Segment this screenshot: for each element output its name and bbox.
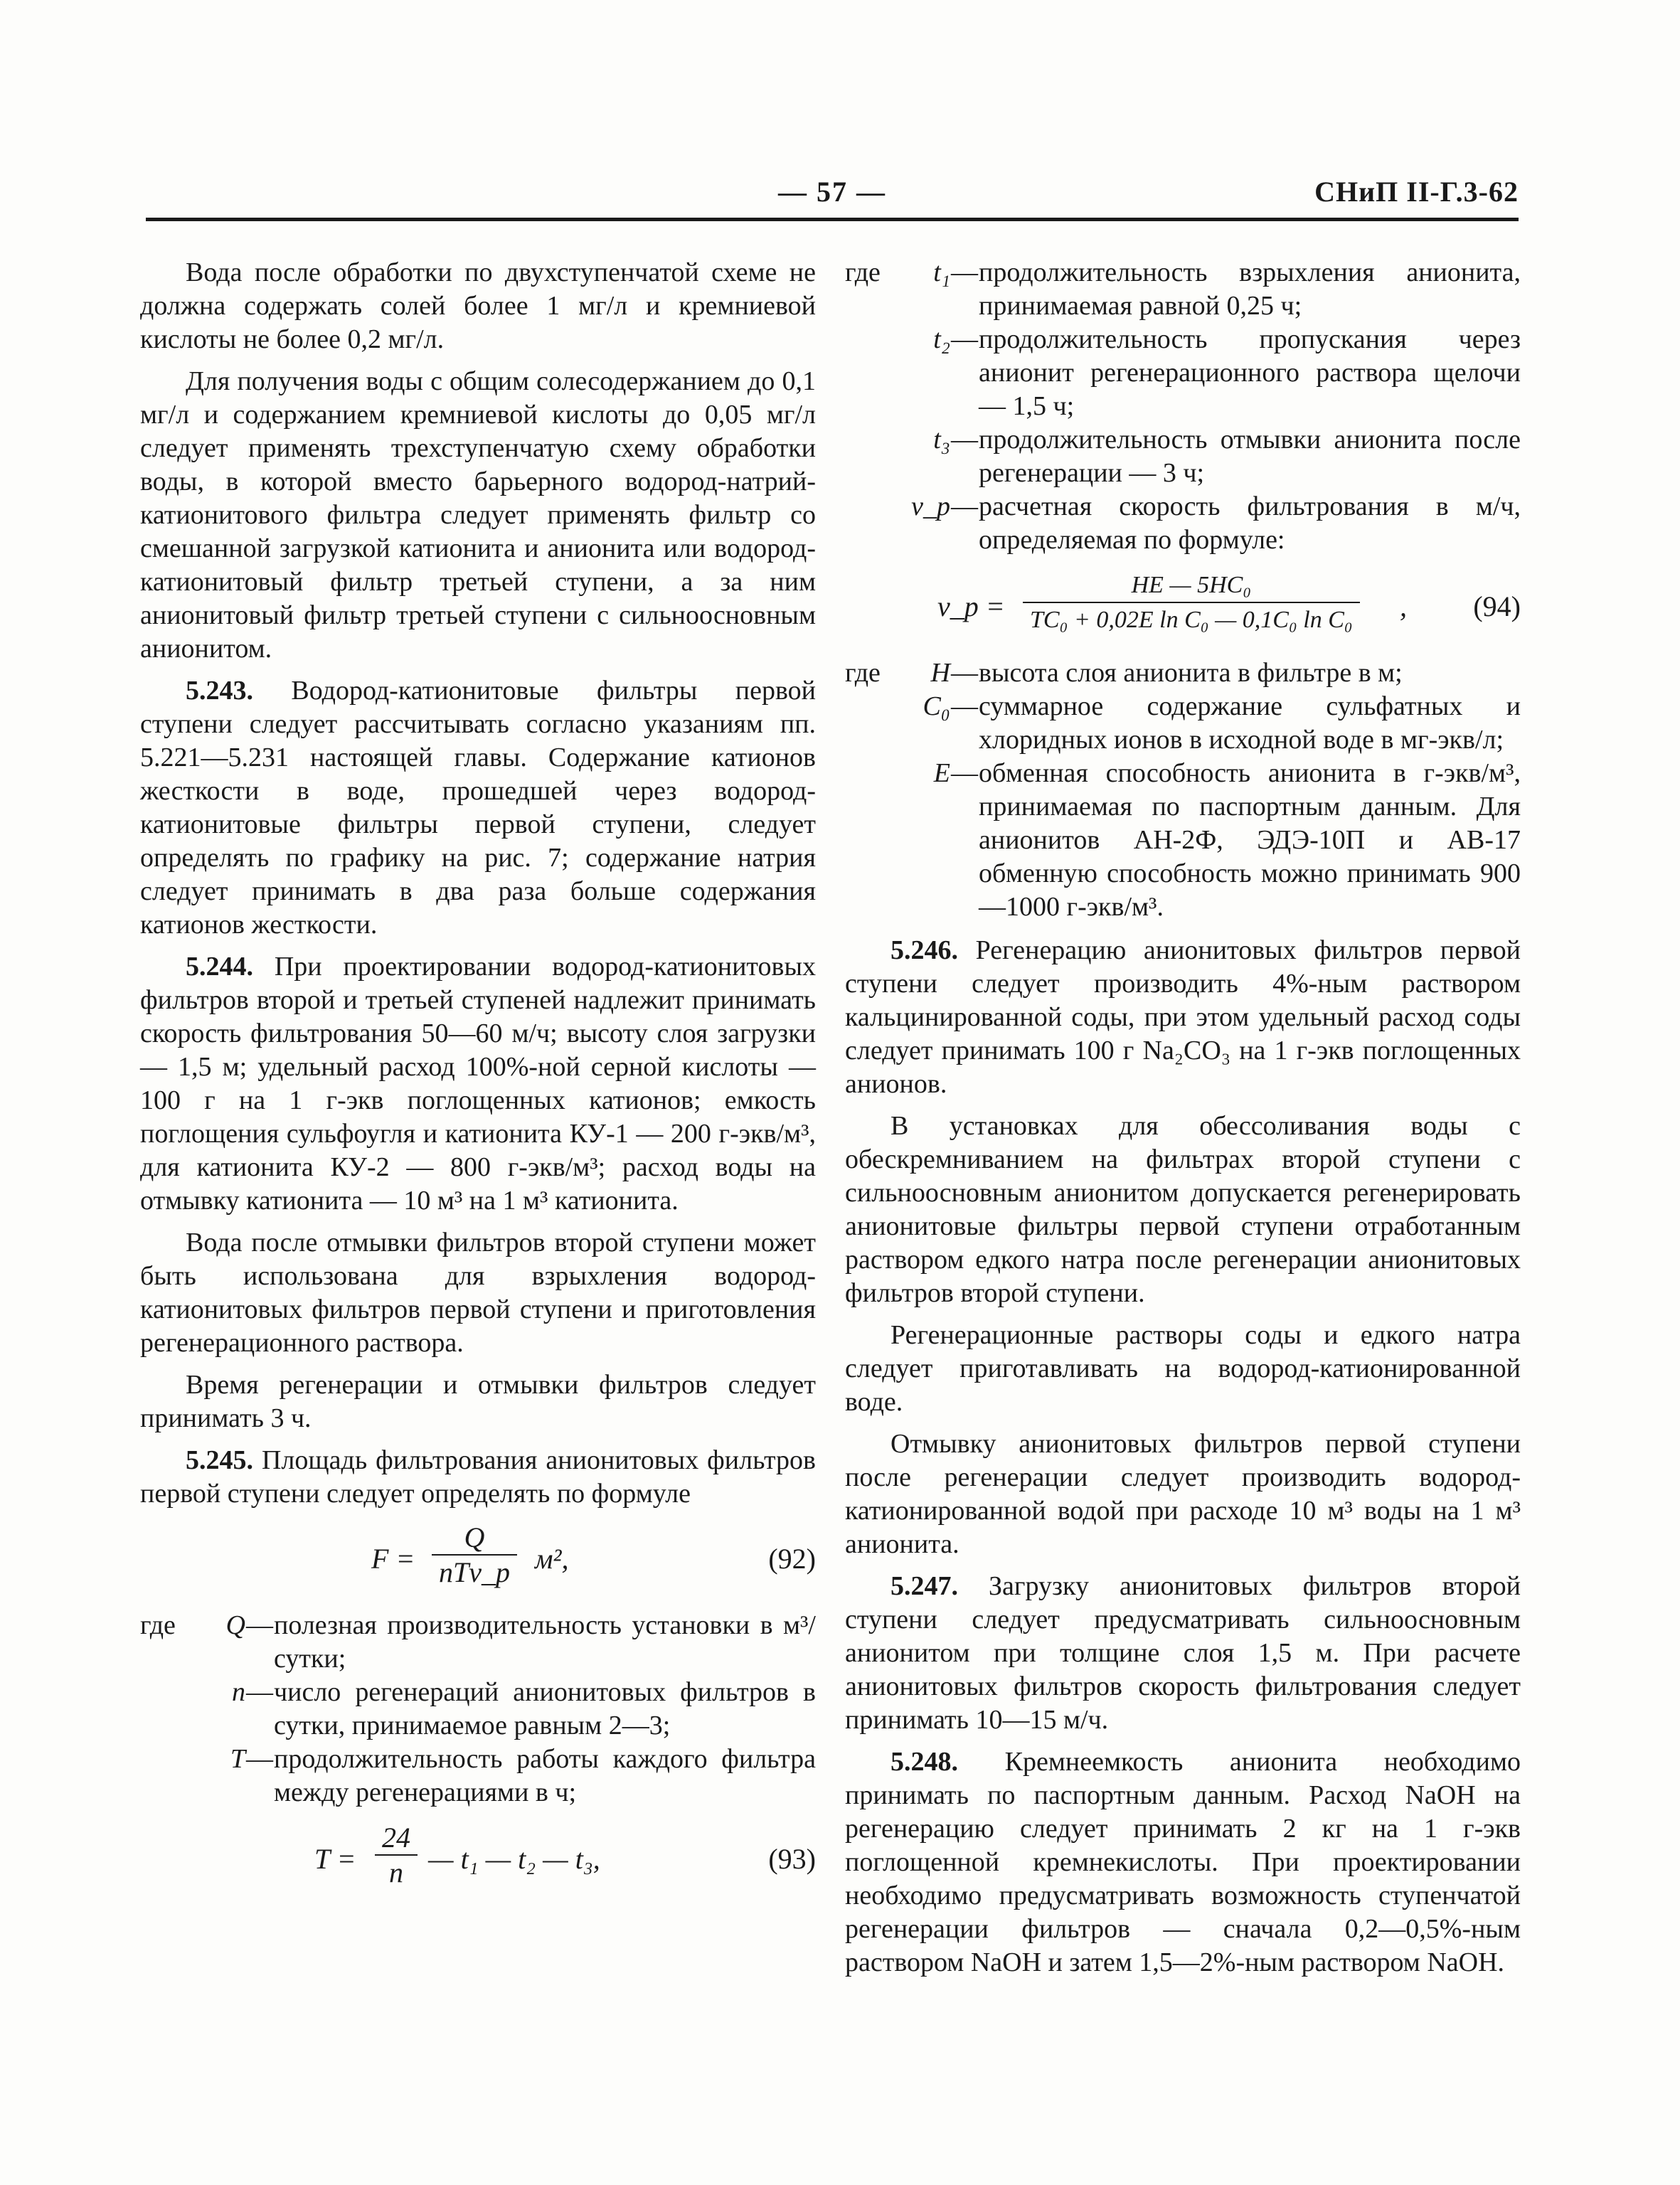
paragraph: Вода после отмывки фильтров второй ступени может быть использована для взрыхления водород-катионитовых фильтров первой ступени и приготовления регенерационного раствора. <box>140 1228 816 1358</box>
left-column <box>140 256 816 1909</box>
variable-symbol: C₀ <box>923 691 950 721</box>
section-number: 5.244. <box>186 952 253 982</box>
equation-number: (93) <box>768 1843 816 1875</box>
section-number: 5.248. <box>890 1747 958 1777</box>
section-number: 5.243. <box>186 676 253 706</box>
variable-description: число регенераций анионитовых фильтров в сутки, принимаемое равным 2—3; <box>274 1677 816 1740</box>
section-5-245 <box>140 1444 816 1511</box>
variable-description: продолжительность пропускания через анионит регенерационного раствора щелочи — 1,5 ч; <box>979 324 1521 421</box>
paragraph: Вода после обработки по двухступенчатой схеме не должна содержать солей более 1 мг/л и кремниевой кислоты не более 0,2 мг/л. <box>140 257 816 354</box>
formula-denominator: n <box>375 1854 418 1889</box>
variable-symbol: Q <box>225 1610 245 1640</box>
section-text: Загрузку анионитовых фильтров второй ступени следует предусматривать сильноосновным анионитом при толщине слоя 1,5 м. При расчете анионитовых фильтров скорость фильтрования следует принимать 10—15 м/ч. <box>845 1571 1521 1735</box>
equation-number: (92) <box>768 1543 816 1575</box>
section-number: 5.246. <box>890 935 958 965</box>
variable-definitions <box>845 256 1521 557</box>
section-5-247 <box>845 1570 1521 1737</box>
section-text: Регенерацию анионитовых фильтров первой ступени следует производить 4%-ным раствором кальцинированной соды, при этом удельный расход соды следует принимать 100 г Na₂CO₃ на 1 г-экв поглощенных анионов. <box>845 935 1521 1099</box>
variable-symbol: H <box>930 658 950 688</box>
definition-row: где t₁ — продолжительность взрыхления анионита, принимаемая равной 0,25 ч; <box>845 256 1521 323</box>
paragraph: Регенерационные растворы соды и едкого натра следует приготавливать на водород-катионированной воде. <box>845 1320 1521 1417</box>
formula-fraction <box>375 1821 418 1889</box>
formula-numerator: HE — 5HC₀ <box>1131 572 1252 598</box>
paragraph: Отмывку анионитовых фильтров первой ступени после регенерации следует производить водород-катионированной водой при расходе 10 м³ воды на 1 м³ анионита. <box>845 1429 1521 1559</box>
formula-fraction <box>1023 568 1360 637</box>
formula-rest: — t₁ — t₂ — t₃, <box>428 1843 600 1875</box>
paragraph: Время регенерации и отмывки фильтров следует принимать 3 ч. <box>140 1370 816 1433</box>
header-rule <box>146 218 1519 221</box>
formula-94 <box>845 567 1521 645</box>
paragraph: В установках для обессоливания воды с обескремниванием на фильтрах второй ступени с сильноосновным анионитом допускается регенерировать анионитовые фильтры первой ступени отработанным раствором едкого натра после регенерации анионитовых фильтров второй ступени. <box>845 1111 1521 1308</box>
section-text: Кремнеемкость анионита необходимо принимать по паспортным данным. Расход NaOH на регенерацию следует принимать 2 кг на 1 г-экв поглощенной кремнекислоты. При проектировании необходимо предусматривать возможность ступенчатой регенерации фильтров — сначала 0,2—0,5%-ным раствором NaOH и затем 1,5—2%-ным раствором NaOH. <box>845 1747 1521 1977</box>
formula-lhs: v_p = <box>937 590 1005 622</box>
variable-symbol: t₁ <box>933 257 950 287</box>
definition-row: где H — высота слоя анионита в фильтре в м; <box>845 656 1521 690</box>
paragraph: Для получения воды с общим солесодержанием до 0,1 мг/л и содержанием кремниевой кислоты до 0,05 мг/л следует применять трехступенчатую схему обработки воды, в которой вместо барьерного водород-натрий-катионитового фильтра следует применять фильтр со смешанной загрузкой катионита и анионита или водород-катионитовый фильтр третьей ступени, а за ним анионитовый фильтр третьей ступени с сильноосновным анионитом. <box>140 366 816 664</box>
section-text: Водород-катионитовые фильтры первой ступени следует рассчитывать согласно указаниям пп. 5.221—5.231 настоящей главы. Содержание катионов жесткости в воде, прошедшей через водород-катионитовые фильтры первой ступени, следует определять по графику на рис. 7; содержание натрия следует принимать в два раза больше содержания катионов жесткости. <box>140 676 817 940</box>
variable-symbol: E <box>933 758 950 788</box>
variable-symbol: v_p <box>911 491 950 521</box>
formula-lhs: F = <box>371 1543 415 1575</box>
formula-93 <box>140 1819 816 1898</box>
variable-description: продолжительность отмывки анионита после регенерации — 3 ч; <box>979 425 1521 488</box>
section-text: При проектировании водород-катионитовых фильтров второй и третьей ступеней надлежит принимать скорость фильтрования 50—60 м/ч; высоту слоя загрузки — 1,5 м; удельный расход 100%-ной серной кислоты — 100 г на 1 г-экв поглощенных катионов; емкость поглощения сульфоугля и катионита КУ-1 — 200 г-экв/м³, для катионита КУ-2 — 800 г-экв/м³; расход воды на отмывку катионита — 10 м³ на 1 м³ катионита. <box>140 952 816 1216</box>
formula-unit: м², <box>535 1543 569 1575</box>
variable-symbol: n <box>232 1677 245 1707</box>
definition-row: t₃ — продолжительность отмывки анионита после регенерации — 3 ч; <box>845 423 1521 490</box>
definition-row: v_p — расчетная скорость фильтрования в м/ч, определяемая по формуле: <box>845 490 1521 557</box>
variable-description: продолжительность взрыхления анионита, принимаемая равной 0,25 ч; <box>979 257 1521 321</box>
section-text: Площадь фильтрования анионитовых фильтров первой ступени следует определять по формуле <box>140 1445 816 1509</box>
section-number: 5.245. <box>186 1445 253 1475</box>
section-5-248 <box>845 1745 1521 1979</box>
equation-number: (94) <box>1473 590 1521 622</box>
variable-description: полезная производительность установки в м³/сутки; <box>274 1610 816 1674</box>
right-column <box>845 256 1521 1988</box>
definition-row: n — число регенераций анионитовых фильтров в сутки, принимаемое равным 2—3; <box>140 1676 816 1743</box>
definition-row: t₂ — продолжительность пропускания через анионит регенерационного раствора щелочи — 1,5 ч; <box>845 323 1521 423</box>
variable-definitions <box>845 656 1521 924</box>
variable-description: расчетная скорость фильтрования в м/ч, определяемая по формуле: <box>979 491 1521 555</box>
formula-denominator: TC₀ + 0,02E ln C₀ — 0,1C₀ ln C₀ <box>1023 602 1360 637</box>
section-5-246 <box>845 934 1521 1101</box>
page-number: — 57 — <box>778 176 886 208</box>
variable-description: обменная способность анионита в г-экв/м³, принимаемая по паспортным данным. Для анионитов АН-2Ф, ЭДЭ-10П и АВ-17 обменную способность можно принимать 900—1000 г-экв/м³. <box>979 758 1521 922</box>
definition-row: C₀ — суммарное содержание сульфатных и хлоридных ионов в исходной воде в мг-экв/л; <box>845 690 1521 757</box>
variable-description: продолжительность работы каждого фильтра между регенерациями в ч; <box>274 1744 816 1807</box>
section-5-243 <box>140 674 816 942</box>
formula-denominator: nTv_p <box>432 1554 517 1589</box>
variable-symbol: t₂ <box>933 324 950 354</box>
definition-row: E — обменная способность анионита в г-экв/м³, принимаемая по паспортным данным. Для анионитов АН-2Ф, ЭДЭ-10П и АВ-17 обменную способность можно принимать 900—1000 г-экв/м³. <box>845 757 1521 924</box>
formula-lhs: T = <box>314 1843 356 1875</box>
section-number: 5.247. <box>890 1571 958 1601</box>
document-code: СНиП II-Г.3-62 <box>1314 176 1519 208</box>
definition-row: T — продолжительность работы каждого фильтра между регенерациями в ч; <box>140 1743 816 1809</box>
section-5-244 <box>140 950 816 1218</box>
variable-description: суммарное содержание сульфатных и хлоридных ионов в исходной воде в мг-экв/л; <box>979 691 1521 755</box>
variable-symbol: T <box>230 1744 245 1774</box>
formula-numerator: Q <box>464 1521 485 1553</box>
variable-description: высота слоя анионита в фильтре в м; <box>979 658 1403 688</box>
formula-rest: , <box>1400 590 1407 622</box>
formula-92 <box>140 1519 816 1597</box>
variable-symbol: t₃ <box>933 425 950 454</box>
definition-row: где Q — полезная производительность установки в м³/сутки; <box>140 1609 816 1676</box>
formula-fraction <box>432 1521 517 1589</box>
page-header <box>146 168 1519 218</box>
formula-numerator: 24 <box>382 1822 410 1854</box>
variable-definitions <box>140 1609 816 1809</box>
